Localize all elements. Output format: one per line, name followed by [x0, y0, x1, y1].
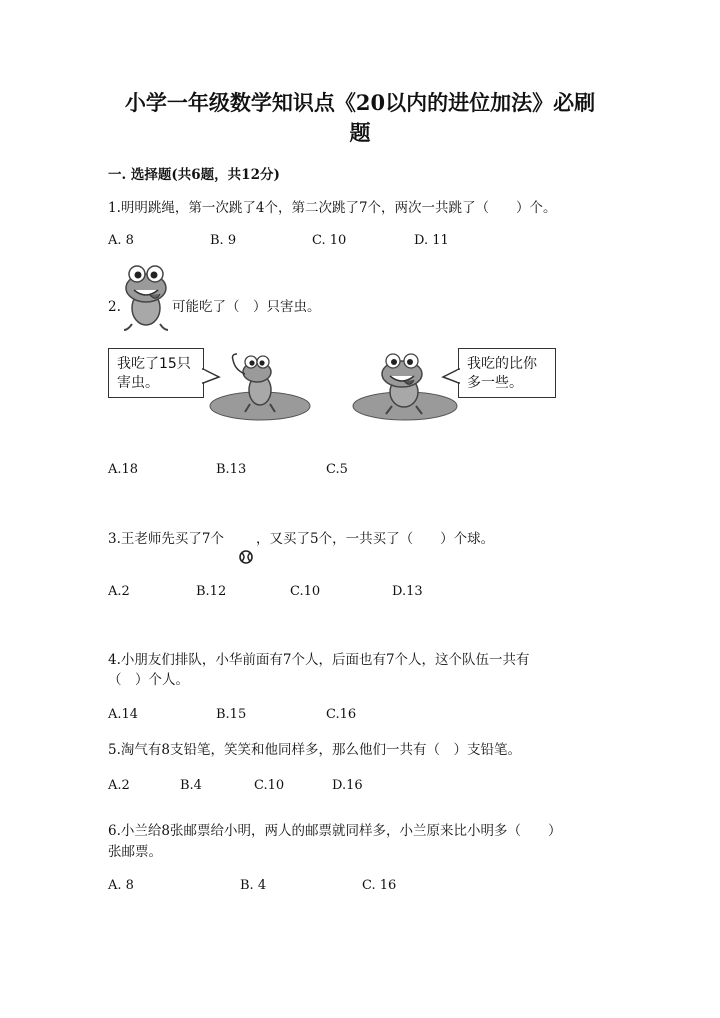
question-5: 5.淘气有8支铅笔，笑笑和他同样多，那么他们一共有（ ）支铅笔。: [108, 742, 521, 758]
question-1: 1.明明跳绳，第一次跳了4个，第二次跳了7个，两次一共跳了（ ）个。: [108, 200, 557, 216]
q5-option-d: D.16: [332, 778, 363, 793]
section-heading: 一. 选择题(共6题，共12分): [108, 167, 280, 183]
page-title: 小学一年级数学知识点《20以内的进位加法》必刷: [124, 90, 596, 115]
question-4-line1: 4.小朋友们排队，小华前面有7个人，后面也有7个人，这个队伍一共有: [108, 652, 530, 668]
frog-on-lily-pad-left-icon: [205, 352, 315, 424]
q4-option-c: C.16: [326, 707, 357, 722]
page-title-continued: 题: [349, 120, 371, 145]
frog-icon: [120, 262, 172, 334]
speech-bubble-left-line1: 我吃了15只: [117, 356, 191, 372]
q1-option-a: A. 8: [108, 233, 134, 248]
speech-tail-icon: [441, 369, 461, 385]
question-2-number: 2.: [108, 299, 121, 315]
question-2: 可能吃了（ ）只害虫。: [172, 299, 321, 315]
q3-option-d: D.13: [392, 584, 423, 599]
speech-bubble-right-line2: 多一些。: [467, 375, 523, 391]
q3-option-a: A.2: [108, 584, 130, 599]
q4-option-a: A.14: [108, 707, 139, 722]
q5-option-a: A.2: [108, 778, 130, 793]
speech-bubble-left-line2: 害虫。: [117, 375, 159, 391]
ball-icon: [239, 550, 253, 564]
question-4-line2: （ ）个人。: [108, 672, 189, 688]
q2-option-a: A.18: [108, 462, 139, 477]
q1-option-b: B. 9: [210, 233, 237, 248]
frog-on-lily-pad-right-icon: [350, 352, 460, 424]
question-6-line1: 6.小兰给8张邮票给小明，两人的邮票就同样多，小兰原来比小明多（ ）: [108, 823, 562, 839]
q4-option-b: B.15: [216, 707, 247, 722]
q6-option-c: C. 16: [362, 878, 397, 893]
q2-option-b: B.13: [216, 462, 247, 477]
q6-option-a: A. 8: [108, 878, 134, 893]
question-3-part2: ，又买了5个，一共买了（ ）个球。: [256, 531, 495, 547]
speech-bubble-right: [458, 348, 556, 398]
q2-option-c: C.5: [326, 462, 348, 477]
q6-option-b: B. 4: [240, 878, 267, 893]
speech-bubble-left: [108, 348, 204, 398]
speech-bubble-right-line1: 我吃的比你: [467, 356, 537, 372]
q1-option-d: D. 11: [414, 233, 449, 248]
q3-option-c: C.10: [290, 584, 321, 599]
q1-option-c: C. 10: [312, 233, 347, 248]
question-6-line2: 张邮票。: [108, 844, 162, 860]
q5-option-b: B.4: [180, 778, 202, 793]
q3-option-b: B.12: [196, 584, 227, 599]
q5-option-c: C.10: [254, 778, 285, 793]
question-3-part1: 3.王老师先买了7个: [108, 531, 224, 547]
